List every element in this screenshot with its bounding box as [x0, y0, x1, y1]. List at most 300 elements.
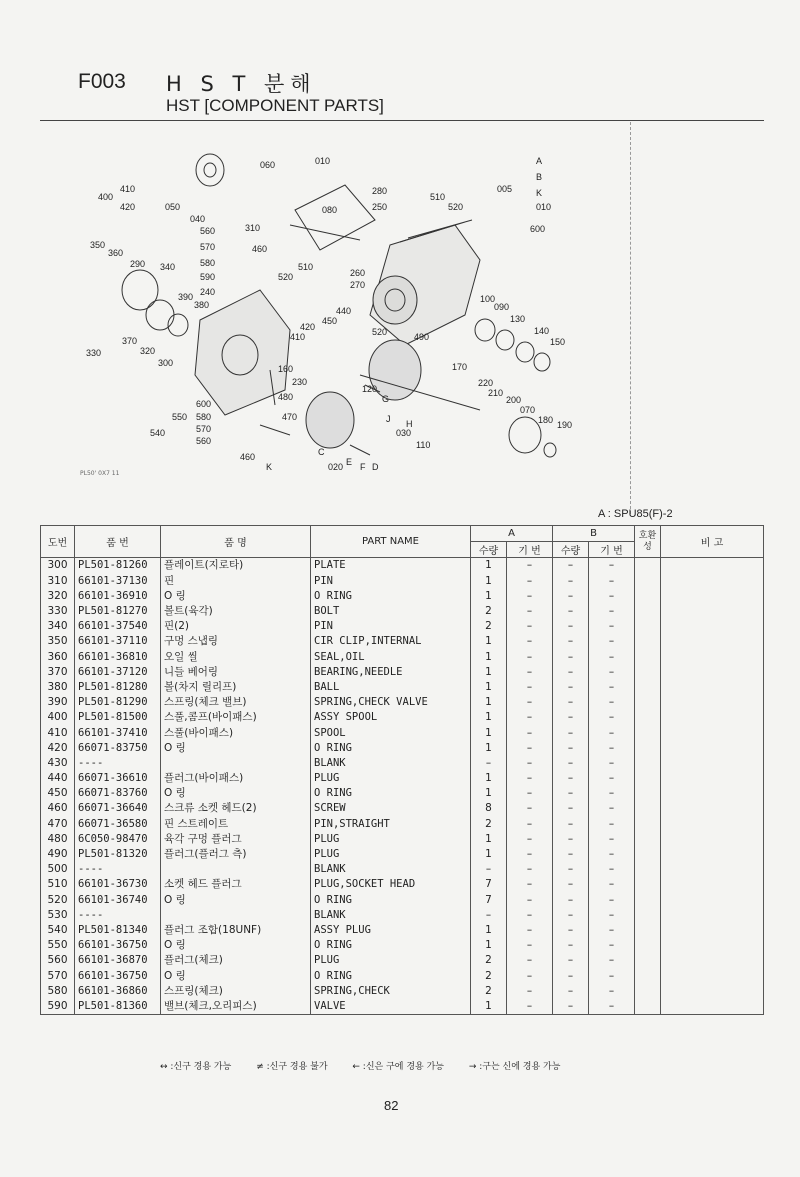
- row-remark: [661, 847, 764, 862]
- row-compat: [635, 938, 661, 953]
- row-part-no: 66101-36810: [75, 650, 161, 665]
- row-remark: [661, 634, 764, 649]
- diagram-callout: 270: [350, 280, 366, 290]
- row-compat: [635, 832, 661, 847]
- diagram-callout: 520: [372, 327, 388, 337]
- row-basic-b: –: [589, 862, 635, 877]
- row-qty-a: 1: [471, 574, 507, 589]
- row-basic-a: –: [507, 741, 553, 756]
- row-part-no: 66101-36750: [75, 938, 161, 953]
- row-qty-a: 1: [471, 847, 507, 862]
- row-qty-b: –: [553, 725, 589, 740]
- row-part-name: SEAL,OIL: [311, 650, 471, 665]
- row-part-name: PIN: [311, 619, 471, 634]
- row-basic-b: –: [589, 741, 635, 756]
- row-qty-b: –: [553, 756, 589, 771]
- row-qty-a: 1: [471, 999, 507, 1015]
- diagram-callout: 490: [414, 332, 430, 342]
- row-part-no: 66101-37120: [75, 665, 161, 680]
- row-remark: [661, 680, 764, 695]
- row-basic-a: –: [507, 877, 553, 892]
- row-compat: [635, 680, 661, 695]
- row-compat: [635, 695, 661, 710]
- row-compat: [635, 908, 661, 923]
- col-no: 도번: [41, 526, 75, 558]
- table-row: [41, 817, 764, 832]
- row-qty-b: –: [553, 574, 589, 589]
- row-part-no: PL501-81320: [75, 847, 161, 862]
- row-name-kr: 플러그(체크): [161, 953, 311, 968]
- diagram-caption: PL50' 0X7 11: [80, 470, 120, 477]
- table-row: [41, 984, 764, 999]
- legend-item: ≠ :신구 경용 불가: [256, 1062, 328, 1072]
- row-basic-a: –: [507, 650, 553, 665]
- row-qty-a: 1: [471, 771, 507, 786]
- row-part-name: SPRING,CHECK: [311, 984, 471, 999]
- row-name-kr: 플러그 조합(18UNF): [161, 923, 311, 938]
- diagram-callout: 300: [158, 358, 174, 368]
- row-part-name: PLUG: [311, 771, 471, 786]
- row-basic-a: –: [507, 953, 553, 968]
- row-compat: [635, 725, 661, 740]
- diagram-callout: 560: [196, 436, 212, 446]
- row-part-no: 66071-83760: [75, 786, 161, 801]
- row-basic-a: –: [507, 695, 553, 710]
- diagram-callout: 380: [194, 300, 210, 310]
- row-part-no: ----: [75, 908, 161, 923]
- row-name-kr: 육각 구멍 플러그: [161, 832, 311, 847]
- row-basic-b: –: [589, 817, 635, 832]
- row-part-no: PL501-81500: [75, 710, 161, 725]
- row-qty-b: –: [553, 619, 589, 634]
- diagram-divider: [630, 122, 631, 514]
- row-no: 330: [41, 604, 75, 619]
- row-name-kr: O 링: [161, 589, 311, 604]
- diagram-callout: 570: [196, 424, 212, 434]
- row-name-kr: 핀: [161, 574, 311, 589]
- row-qty-b: –: [553, 650, 589, 665]
- diagram-callout: 580: [200, 258, 216, 268]
- row-compat: [635, 862, 661, 877]
- row-qty-b: –: [553, 786, 589, 801]
- row-no: 430: [41, 756, 75, 771]
- row-remark: [661, 801, 764, 816]
- diagram-callout: 240: [200, 287, 216, 297]
- row-qty-a: 1: [471, 923, 507, 938]
- row-qty-a: 2: [471, 968, 507, 983]
- table-row: [41, 786, 764, 801]
- row-part-name: O RING: [311, 786, 471, 801]
- row-name-kr: 스풀(바이패스): [161, 725, 311, 740]
- diagram-callout: 370: [122, 336, 138, 346]
- diagram-callout: 520: [448, 202, 464, 212]
- row-part-no: 66101-36870: [75, 953, 161, 968]
- row-part-name: SCREW: [311, 801, 471, 816]
- table-row: [41, 650, 764, 665]
- row-no: 320: [41, 589, 75, 604]
- row-compat: [635, 953, 661, 968]
- row-part-name: O RING: [311, 741, 471, 756]
- row-remark: [661, 877, 764, 892]
- row-basic-a: –: [507, 619, 553, 634]
- row-part-name: O RING: [311, 938, 471, 953]
- row-compat: [635, 574, 661, 589]
- diagram-callout: 090: [494, 302, 510, 312]
- row-qty-b: –: [553, 771, 589, 786]
- row-qty-b: –: [553, 923, 589, 938]
- table-row: [41, 893, 764, 908]
- row-part-no: 6C050-98470: [75, 832, 161, 847]
- row-qty-b: –: [553, 908, 589, 923]
- col-compat: 호환성: [635, 526, 661, 558]
- diagram-callout: 540: [150, 428, 166, 438]
- row-qty-a: 2: [471, 984, 507, 999]
- row-name-kr: 플러그(플러그 측): [161, 847, 311, 862]
- diagram-callout: 010: [315, 156, 331, 166]
- table-row: [41, 634, 764, 649]
- row-remark: [661, 650, 764, 665]
- row-compat: [635, 786, 661, 801]
- row-compat: [635, 710, 661, 725]
- row-part-no: PL501-81280: [75, 680, 161, 695]
- diagram-callout: 040: [190, 214, 206, 224]
- row-no: 390: [41, 695, 75, 710]
- diagram-callout: 080: [322, 205, 338, 215]
- row-remark: [661, 741, 764, 756]
- row-part-name: BOLT: [311, 604, 471, 619]
- diagram-callout: F: [360, 462, 366, 472]
- diagram-callout: 600: [530, 224, 546, 234]
- diagram-callout: 220: [478, 378, 494, 388]
- table-row: [41, 574, 764, 589]
- model-note: A : SPU85(F)-2: [598, 508, 673, 520]
- row-compat: [635, 756, 661, 771]
- table-row: [41, 832, 764, 847]
- row-no: 470: [41, 817, 75, 832]
- row-no: 450: [41, 786, 75, 801]
- diagram-callout: 280: [372, 186, 388, 196]
- col-qty-a: 수량: [471, 542, 507, 558]
- row-remark: [661, 710, 764, 725]
- row-no: 550: [41, 938, 75, 953]
- row-basic-b: –: [589, 756, 635, 771]
- row-basic-a: –: [507, 771, 553, 786]
- row-remark: [661, 604, 764, 619]
- table-row: [41, 695, 764, 710]
- row-basic-b: –: [589, 619, 635, 634]
- diagram-callout: 140: [534, 326, 550, 336]
- diagram-callout: 550: [172, 412, 188, 422]
- row-basic-b: –: [589, 968, 635, 983]
- diagram-callout: 120: [362, 384, 378, 394]
- diagram-callout: 360: [108, 248, 124, 258]
- diagram-callout: 510: [298, 262, 314, 272]
- row-compat: [635, 650, 661, 665]
- row-basic-b: –: [589, 938, 635, 953]
- page-number: 82: [384, 1098, 399, 1113]
- row-part-name: BALL: [311, 680, 471, 695]
- row-remark: [661, 953, 764, 968]
- row-remark: [661, 984, 764, 999]
- row-part-no: PL501-81260: [75, 558, 161, 574]
- diagram-callout: 350: [90, 240, 106, 250]
- row-qty-b: –: [553, 558, 589, 574]
- row-basic-a: –: [507, 680, 553, 695]
- row-qty-b: –: [553, 862, 589, 877]
- row-name-kr: [161, 756, 311, 771]
- row-name-kr: 플레이트(지로타): [161, 558, 311, 574]
- row-qty-b: –: [553, 665, 589, 680]
- diagram-callout: 150: [550, 337, 566, 347]
- header-rule: [40, 120, 764, 121]
- diagram-callout: 310: [245, 223, 261, 233]
- diagram-callout: 520: [278, 272, 294, 282]
- row-remark: [661, 938, 764, 953]
- diagram-callout: 400: [98, 192, 114, 202]
- row-part-name: CIR CLIP,INTERNAL: [311, 634, 471, 649]
- diagram-callout: 460: [252, 244, 268, 254]
- row-basic-b: –: [589, 801, 635, 816]
- row-basic-a: –: [507, 786, 553, 801]
- row-name-kr: [161, 908, 311, 923]
- diagram-callout: 580: [196, 412, 212, 422]
- table-row: [41, 710, 764, 725]
- legend-item: ↔ :신구 경용 가능: [160, 1062, 232, 1072]
- diagram-callout: A: [536, 156, 543, 166]
- row-part-no: 66071-36610: [75, 771, 161, 786]
- col-basic-b: 기 번: [589, 542, 635, 558]
- row-basic-a: –: [507, 862, 553, 877]
- row-basic-a: –: [507, 968, 553, 983]
- diagram-callout: E: [346, 457, 353, 467]
- row-qty-a: 1: [471, 741, 507, 756]
- row-basic-b: –: [589, 999, 635, 1015]
- diagram-callout: 250: [372, 202, 388, 212]
- diagram-callout: 320: [140, 346, 156, 356]
- row-qty-a: 2: [471, 817, 507, 832]
- row-part-name: SPRING,CHECK VALVE: [311, 695, 471, 710]
- row-basic-b: –: [589, 695, 635, 710]
- col-group-a: A: [471, 526, 553, 542]
- row-qty-b: –: [553, 999, 589, 1015]
- row-basic-a: –: [507, 710, 553, 725]
- row-part-no: 66071-36580: [75, 817, 161, 832]
- diagram-callout: 600: [196, 399, 212, 409]
- row-no: 440: [41, 771, 75, 786]
- row-part-no: 66101-37540: [75, 619, 161, 634]
- table-row: [41, 938, 764, 953]
- row-part-no: PL501-81270: [75, 604, 161, 619]
- row-remark: [661, 893, 764, 908]
- table-row: [41, 877, 764, 892]
- table-row: [41, 771, 764, 786]
- row-qty-b: –: [553, 817, 589, 832]
- row-basic-b: –: [589, 558, 635, 574]
- row-part-no: 66101-36730: [75, 877, 161, 892]
- table-row: [41, 665, 764, 680]
- row-basic-a: –: [507, 558, 553, 574]
- col-basic-a: 기 번: [507, 542, 553, 558]
- row-part-name: BLANK: [311, 862, 471, 877]
- row-part-name: O RING: [311, 968, 471, 983]
- row-part-name: O RING: [311, 589, 471, 604]
- row-basic-a: –: [507, 604, 553, 619]
- row-qty-b: –: [553, 741, 589, 756]
- diagram-callout: 410: [290, 332, 306, 342]
- table-row: [41, 908, 764, 923]
- row-basic-a: –: [507, 999, 553, 1015]
- diagram-callout: 480: [278, 392, 294, 402]
- row-compat: [635, 771, 661, 786]
- diagram-callout: H: [406, 419, 413, 429]
- row-name-kr: 스프링(체크 밸브): [161, 695, 311, 710]
- row-no: 490: [41, 847, 75, 862]
- row-no: 300: [41, 558, 75, 574]
- diagram-callout: 020: [328, 462, 344, 472]
- row-compat: [635, 968, 661, 983]
- diagram-callout: 110: [416, 440, 431, 450]
- row-basic-b: –: [589, 832, 635, 847]
- row-part-no: ----: [75, 862, 161, 877]
- diagram-callout: C: [318, 447, 325, 457]
- row-compat: [635, 589, 661, 604]
- row-basic-a: –: [507, 665, 553, 680]
- row-qty-a: 1: [471, 695, 507, 710]
- row-name-kr: 볼트(육각): [161, 604, 311, 619]
- table-row: [41, 862, 764, 877]
- row-basic-a: –: [507, 984, 553, 999]
- row-part-name: PLATE: [311, 558, 471, 574]
- row-basic-a: –: [507, 893, 553, 908]
- row-qty-a: 1: [471, 558, 507, 574]
- diagram-callout: 180: [538, 415, 554, 425]
- diagram-callout: 260: [350, 268, 366, 278]
- row-no: 310: [41, 574, 75, 589]
- row-no: 520: [41, 893, 75, 908]
- row-qty-a: 2: [471, 604, 507, 619]
- col-group-b: B: [553, 526, 635, 542]
- row-qty-b: –: [553, 695, 589, 710]
- row-part-name: SPOOL: [311, 725, 471, 740]
- row-qty-b: –: [553, 680, 589, 695]
- row-qty-a: 7: [471, 893, 507, 908]
- row-no: 350: [41, 634, 75, 649]
- row-basic-a: –: [507, 908, 553, 923]
- row-no: 380: [41, 680, 75, 695]
- col-part-name: PART NAME: [311, 526, 471, 558]
- row-part-no: 66101-36750: [75, 968, 161, 983]
- row-basic-a: –: [507, 938, 553, 953]
- row-compat: [635, 604, 661, 619]
- row-basic-b: –: [589, 786, 635, 801]
- row-qty-b: –: [553, 832, 589, 847]
- diagram-callout: 290: [130, 259, 146, 269]
- row-name-kr: 스크류 소켓 헤드(2): [161, 801, 311, 816]
- row-name-kr: 구멍 스냅링: [161, 634, 311, 649]
- row-basic-b: –: [589, 923, 635, 938]
- diagram-callout: 130: [510, 314, 526, 324]
- row-part-no: 66071-83750: [75, 741, 161, 756]
- row-remark: [661, 756, 764, 771]
- row-basic-a: –: [507, 832, 553, 847]
- row-no: 410: [41, 725, 75, 740]
- table-row: [41, 604, 764, 619]
- row-remark: [661, 832, 764, 847]
- table-row: [41, 589, 764, 604]
- row-no: 360: [41, 650, 75, 665]
- diagram-callout: G: [382, 394, 390, 404]
- table-row: [41, 558, 764, 574]
- legend: [160, 1059, 582, 1072]
- row-basic-a: –: [507, 634, 553, 649]
- section-code: F003: [78, 70, 126, 93]
- page-title-korean: H S T 분해: [166, 72, 317, 96]
- row-qty-a: 1: [471, 786, 507, 801]
- row-basic-b: –: [589, 650, 635, 665]
- row-part-no: 66101-36740: [75, 893, 161, 908]
- diagram-callout: D: [372, 462, 379, 472]
- diagram-callout: 420: [120, 202, 136, 212]
- row-no: 590: [41, 999, 75, 1015]
- row-part-no: 66101-36860: [75, 984, 161, 999]
- row-basic-a: –: [507, 801, 553, 816]
- row-part-no: 66101-36910: [75, 589, 161, 604]
- diagram-callout: 440: [336, 306, 352, 316]
- row-qty-a: 7: [471, 877, 507, 892]
- col-part-no: 품 번: [75, 526, 161, 558]
- row-compat: [635, 634, 661, 649]
- row-basic-b: –: [589, 665, 635, 680]
- diagram-callout: 560: [200, 226, 216, 236]
- row-name-kr: O 링: [161, 893, 311, 908]
- col-remark: 비 고: [661, 526, 764, 558]
- col-qty-b: 수량: [553, 542, 589, 558]
- row-remark: [661, 725, 764, 740]
- row-part-name: ASSY PLUG: [311, 923, 471, 938]
- row-compat: [635, 801, 661, 816]
- row-name-kr: O 링: [161, 938, 311, 953]
- row-basic-b: –: [589, 847, 635, 862]
- page-title-english: HST [COMPONENT PARTS]: [166, 96, 384, 115]
- row-part-no: 66101-37110: [75, 634, 161, 649]
- row-part-no: PL501-81290: [75, 695, 161, 710]
- row-name-kr: 스풀,콤프(바이패스): [161, 710, 311, 725]
- row-part-no: PL501-81340: [75, 923, 161, 938]
- row-remark: [661, 908, 764, 923]
- row-qty-b: –: [553, 589, 589, 604]
- row-compat: [635, 999, 661, 1015]
- row-name-kr: O 링: [161, 968, 311, 983]
- row-basic-b: –: [589, 604, 635, 619]
- row-compat: [635, 665, 661, 680]
- row-basic-b: –: [589, 908, 635, 923]
- diagram-callout: K: [536, 188, 543, 198]
- row-qty-a: 1: [471, 725, 507, 740]
- row-part-name: PLUG,SOCKET HEAD: [311, 877, 471, 892]
- row-no: 340: [41, 619, 75, 634]
- row-qty-a: 1: [471, 938, 507, 953]
- diagram-callout: B: [536, 172, 543, 182]
- row-qty-b: –: [553, 801, 589, 816]
- row-compat: [635, 893, 661, 908]
- diagram-callout: 030: [396, 428, 412, 438]
- row-compat: [635, 877, 661, 892]
- row-name-kr: 오일 씰: [161, 650, 311, 665]
- diagram-callout: 570: [200, 242, 216, 252]
- table-row: [41, 756, 764, 771]
- row-compat: [635, 847, 661, 862]
- row-part-name: ASSY SPOOL: [311, 710, 471, 725]
